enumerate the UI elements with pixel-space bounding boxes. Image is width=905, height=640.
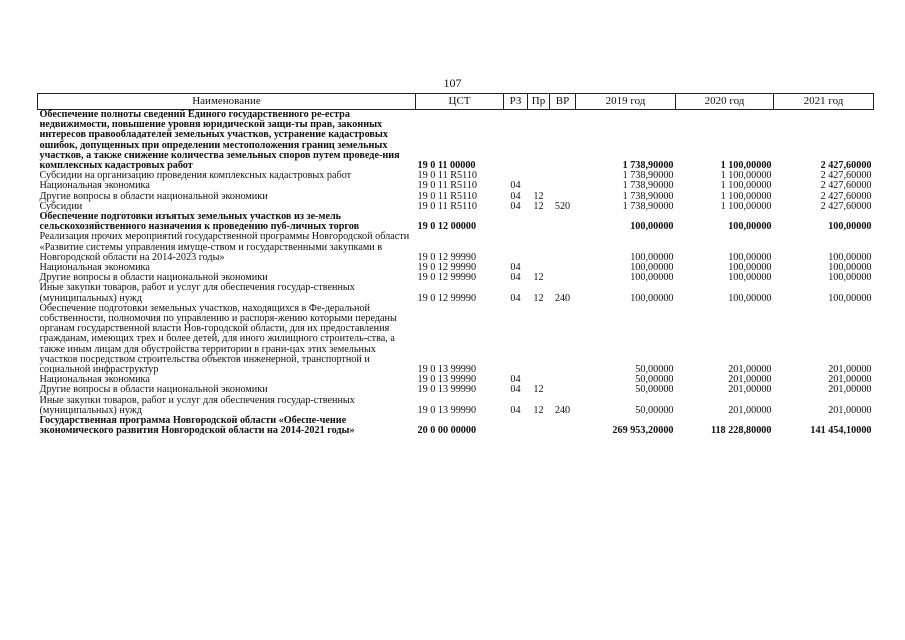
row-cst: 19 0 13 99990 <box>417 404 477 416</box>
row-pr: 12 <box>533 201 544 212</box>
row-value-2020: 201,00000 <box>728 364 772 376</box>
row-value-2021: 201,00000 <box>828 404 872 416</box>
table-row <box>38 212 874 232</box>
row-value-2020: 100,00000 <box>728 251 772 263</box>
row-name: Обеспечение полноты сведений Единого государственного ре-естра недвижимости, повышение уровня юридической защи-ты прав, законных интересов правообладателей земельных участков, устранение кадастровых ошибок, допущенных при определении местоположения границ земельных участков, а также снижение количества земельных споров путем проведе-ния комплексных кадастровых работ <box>39 109 400 172</box>
column-header-pr: Пр <box>528 94 550 110</box>
table-row <box>38 232 874 263</box>
row-value-2021: 201,00000 <box>828 385 872 396</box>
row-vr <box>550 192 576 202</box>
row-value-2020: 100,00000 <box>728 273 772 284</box>
column-header-cst: ЦСТ <box>416 94 504 110</box>
row-cst: 19 0 11 00000 <box>417 160 476 172</box>
row-vr <box>550 181 576 191</box>
row-vr <box>550 263 576 273</box>
row-name: Иные закупки товаров, работ и услуг для обеспечения государ-ственных (муниципальных) нужд <box>39 394 355 416</box>
row-pr <box>528 304 550 375</box>
row-rz: 04 <box>510 191 521 202</box>
row-vr: 240 <box>554 404 571 416</box>
row-name: Государственная программа Новгородской области «Обеспе-чение экономического развития Новгородской области на 2014-2021 годы» <box>39 415 355 437</box>
row-pr: 12 <box>533 292 544 304</box>
row-value-2021: 2 427,60000 <box>820 191 872 202</box>
row-name: Обеспечение подготовки изъятых земельных участков из зе-мель сельскохозяйственного назначения к проведению пуб-личных торгов <box>39 211 360 233</box>
row-vr <box>550 171 576 181</box>
row-name: Субсидии на организацию проведения комплексных кадастровых работ <box>39 170 352 182</box>
row-value-2021: 2 427,60000 <box>820 160 872 172</box>
row-value-2021: 201,00000 <box>828 364 872 376</box>
table-row <box>38 192 874 202</box>
row-value-2020: 100,00000 <box>728 221 772 233</box>
row-rz: 04 <box>510 385 521 396</box>
row-value-2019: 1 738,90000 <box>622 171 674 182</box>
row-rz <box>504 171 528 181</box>
row-cst: 19 0 11 R5110 <box>417 191 478 202</box>
row-vr <box>550 110 576 172</box>
row-name: Национальная экономика <box>39 180 150 192</box>
row-value-2020: 1 100,00000 <box>720 201 772 212</box>
row-value-2021: 141 454,10000 <box>810 425 872 437</box>
row-value-2021: 2 427,60000 <box>820 171 872 182</box>
row-name: Субсидии <box>39 200 83 212</box>
row-value-2019: 100,00000 <box>630 273 674 284</box>
table-row <box>38 304 874 375</box>
row-rz: 04 <box>510 404 521 416</box>
row-value-2020: 201,00000 <box>728 385 772 396</box>
row-value-2019: 50,00000 <box>635 385 674 396</box>
row-value-2019: 50,00000 <box>635 364 674 376</box>
row-vr <box>550 375 576 385</box>
row-rz: 04 <box>510 181 521 192</box>
column-header-2019: 2019 год <box>576 94 676 110</box>
row-name: Другие вопросы в области национальной экономики <box>39 384 268 396</box>
column-header-2020: 2020 год <box>676 94 774 110</box>
row-rz <box>504 110 528 172</box>
row-value-2019: 100,00000 <box>630 292 674 304</box>
row-vr <box>550 385 576 395</box>
row-value-2019: 1 738,90000 <box>622 160 674 172</box>
row-name: Обеспечение подготовки земельных участков, находящихся в Фе-деральной собственности, полномочия по управлению и распоря-жению которыми переданы органам государственной власти Нов-городской области, для их предоставления гражданам, имеющих трех и более детей, для иного жилищного строитель-ства, а также иным лицам для обустройства территории в грани-цах этих земельных участков посредством строительства объектов инженерной, транспортной и социальной инфраструктур <box>39 302 397 376</box>
row-rz <box>504 304 528 375</box>
row-pr: 12 <box>533 191 544 202</box>
page-number: 107 <box>443 76 462 90</box>
row-pr <box>528 171 550 181</box>
row-name: Реализация прочих мероприятий государственной программы Новгородской области «Развитие системы управления имуще-ством и государственными закупками в Новгородской области на 2014-2023 годы» <box>39 231 410 263</box>
column-header-vr: ВР <box>550 94 576 110</box>
row-value-2019: 100,00000 <box>630 263 674 274</box>
row-pr: 12 <box>533 273 544 284</box>
table-row <box>38 110 874 172</box>
row-value-2020: 100,00000 <box>728 292 772 304</box>
row-value-2020: 1 100,00000 <box>720 160 772 172</box>
row-value-2021: 100,00000 <box>828 251 872 263</box>
row-pr <box>528 416 550 436</box>
row-cst: 19 0 11 R5110 <box>417 171 478 182</box>
row-value-2020: 118 228,80000 <box>710 425 772 437</box>
row-rz <box>504 212 528 232</box>
row-rz: 04 <box>510 273 521 284</box>
row-vr <box>550 304 576 375</box>
table-header-row <box>38 94 874 110</box>
row-cst: 20 0 00 00000 <box>417 425 477 437</box>
row-cst: 19 0 12 99990 <box>417 292 477 304</box>
row-pr <box>528 110 550 172</box>
row-cst: 19 0 13 99990 <box>417 364 477 376</box>
row-value-2021: 100,00000 <box>828 263 872 274</box>
row-value-2019: 50,00000 <box>635 404 674 416</box>
row-value-2019: 100,00000 <box>630 221 674 233</box>
row-value-2020: 201,00000 <box>728 404 772 416</box>
row-value-2019: 50,00000 <box>635 375 674 386</box>
row-value-2021: 201,00000 <box>828 375 872 386</box>
row-pr <box>528 212 550 232</box>
row-pr <box>528 263 550 273</box>
table-row <box>38 171 874 181</box>
row-pr: 12 <box>533 404 544 416</box>
row-cst: 19 0 13 99990 <box>417 385 477 396</box>
row-name: Другие вопросы в области национальной экономики <box>39 272 268 284</box>
row-value-2019: 269 953,20000 <box>612 425 674 437</box>
row-rz: 04 <box>510 292 521 304</box>
row-name: Национальная экономика <box>39 262 150 274</box>
row-vr <box>550 232 576 263</box>
row-rz: 04 <box>510 201 521 212</box>
row-value-2021: 2 427,60000 <box>820 201 872 212</box>
row-name: Другие вопросы в области национальной экономики <box>39 190 268 202</box>
row-name: Иные закупки товаров, работ и услуг для обеспечения государ-ственных (муниципальных) нужд <box>39 282 355 304</box>
table-body <box>38 110 874 437</box>
row-value-2019: 1 738,90000 <box>622 191 674 202</box>
row-name: Национальная экономика <box>39 374 150 386</box>
row-cst: 19 0 11 R5110 <box>417 201 478 212</box>
table-row <box>38 396 874 416</box>
row-value-2020: 1 100,00000 <box>720 191 772 202</box>
row-value-2020: 1 100,00000 <box>720 171 772 182</box>
row-rz <box>504 416 528 436</box>
budget-table <box>37 93 874 437</box>
row-rz <box>504 232 528 263</box>
row-value-2019: 100,00000 <box>630 251 674 263</box>
row-cst: 19 0 12 99990 <box>417 251 477 263</box>
row-value-2021: 100,00000 <box>828 221 872 233</box>
row-vr <box>550 273 576 283</box>
row-vr <box>550 416 576 436</box>
row-pr <box>528 232 550 263</box>
row-cst: 19 0 12 99990 <box>417 273 477 284</box>
row-cst: 19 0 12 00000 <box>417 221 477 233</box>
row-value-2021: 2 427,60000 <box>820 181 872 192</box>
row-rz: 04 <box>510 375 521 386</box>
row-pr: 12 <box>533 385 544 396</box>
row-cst: 19 0 12 99990 <box>417 263 477 274</box>
row-value-2019: 1 738,90000 <box>622 201 674 212</box>
column-header-rz: РЗ <box>504 94 528 110</box>
row-rz: 04 <box>510 263 521 274</box>
row-value-2020: 201,00000 <box>728 375 772 386</box>
row-pr <box>528 375 550 385</box>
row-cst: 19 0 11 R5110 <box>417 181 478 192</box>
column-header-name: Наименование <box>38 94 416 110</box>
row-value-2020: 1 100,00000 <box>720 181 772 192</box>
row-cst: 19 0 13 99990 <box>417 375 477 386</box>
row-vr: 240 <box>554 292 571 304</box>
row-value-2020: 100,00000 <box>728 263 772 274</box>
column-header-2021: 2021 год <box>774 94 874 110</box>
row-vr: 520 <box>554 201 571 212</box>
row-value-2019: 1 738,90000 <box>622 181 674 192</box>
table-row <box>38 416 874 436</box>
table-row <box>38 283 874 303</box>
row-value-2021: 100,00000 <box>828 292 872 304</box>
row-value-2021: 100,00000 <box>828 273 872 284</box>
row-vr <box>550 212 576 232</box>
row-pr <box>528 181 550 191</box>
